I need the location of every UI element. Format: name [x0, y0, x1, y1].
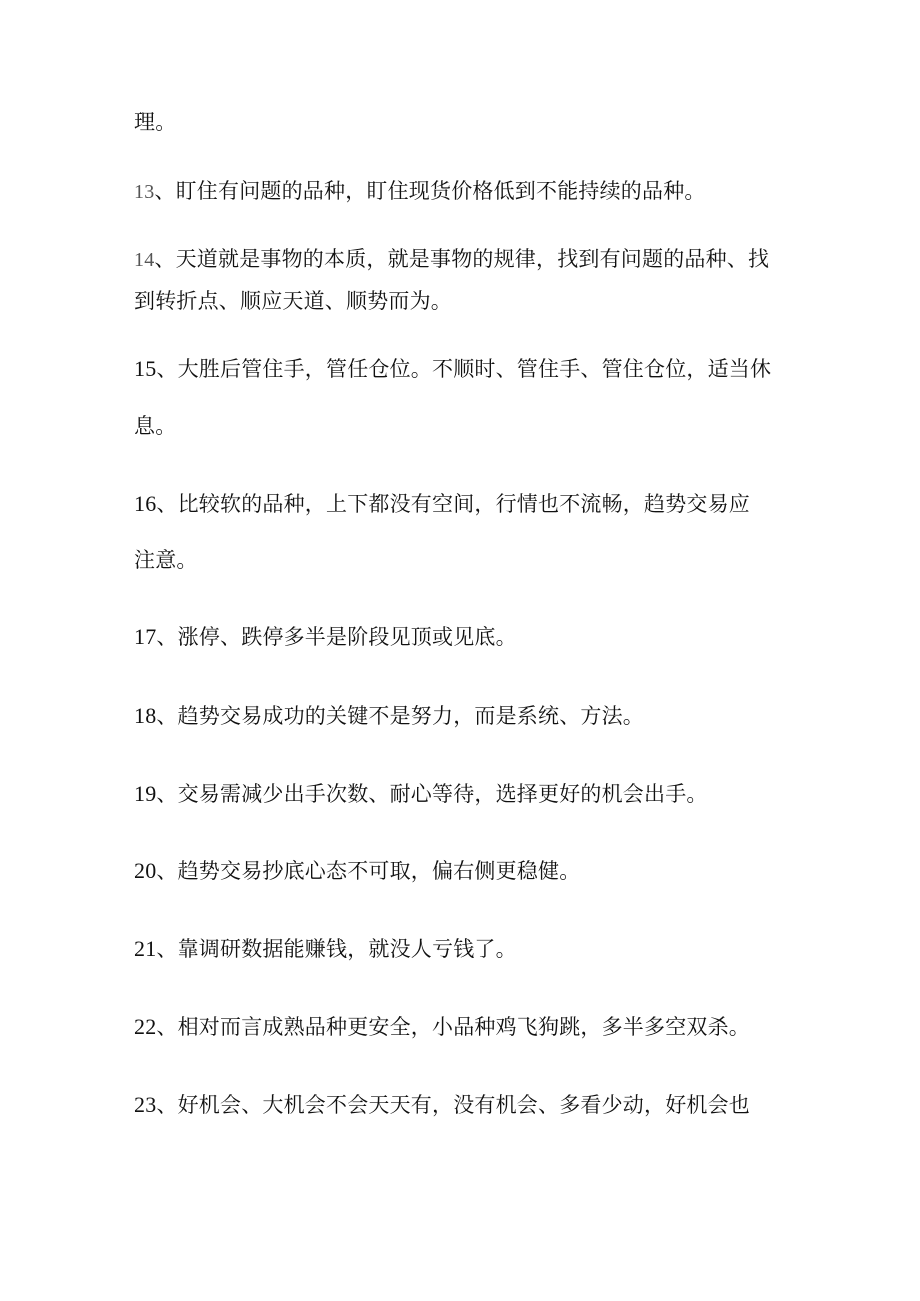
item-number: 13 [134, 181, 155, 203]
item-number: 18 [134, 703, 157, 728]
text-line [134, 935, 794, 963]
item-number: 14 [134, 249, 155, 271]
item-text: 、趋势交易成功的关键不是努力，而是系统、方法。 [156, 704, 645, 728]
item-number: 19 [134, 781, 157, 806]
text-line [134, 490, 794, 518]
item-number: 16 [134, 491, 157, 516]
text-line [134, 623, 794, 651]
item-text: 到转折点、顺应天道、顺势而为。 [134, 289, 452, 313]
text-line [134, 412, 794, 440]
item-text: 、大胜后管住手，管任仓位。不顺时、管住手、管住仓位，适当休 [156, 357, 772, 381]
item-number: 20 [134, 858, 157, 883]
item-text: 、交易需减少出手次数、耐心等待，选择更好的机会出手。 [156, 782, 708, 806]
item-text: 、相对而言成熟品种更安全，小品种鸡飞狗跳，多半多空双杀。 [156, 1015, 751, 1039]
text-line [134, 1091, 794, 1119]
text-line [134, 287, 794, 315]
item-text: 、盯住有问题的品种，盯住现货价格低到不能持续的品种。 [154, 179, 706, 203]
text-line [134, 702, 794, 730]
item-text: 理。 [134, 110, 177, 134]
item-number: 23 [134, 1092, 157, 1117]
item-text: 、好机会、大机会不会天天有，没有机会、多看少动，好机会也 [156, 1093, 751, 1117]
item-number: 17 [134, 624, 157, 649]
item-text: 、比较软的品种，上下都没有空间，行情也不流畅，趋势交易应 [156, 492, 751, 516]
item-text: 注意。 [134, 548, 198, 572]
item-text: 、靠调研数据能赚钱，就没人亏钱了。 [156, 937, 517, 961]
item-text: 、趋势交易抄底心态不可取，偏右侧更稳健。 [156, 859, 581, 883]
item-number: 21 [134, 936, 157, 961]
text-line [134, 355, 794, 383]
item-text: 息。 [134, 414, 177, 438]
item-number: 22 [134, 1014, 157, 1039]
item-text: 、天道就是事物的本质，就是事物的规律，找到有问题的品种、找 [154, 247, 770, 271]
text-line [134, 780, 794, 808]
text-line [134, 177, 794, 206]
text-line [134, 1013, 794, 1041]
text-line [134, 857, 794, 885]
item-number: 15 [134, 356, 157, 381]
item-text: 、涨停、跌停多半是阶段见顶或见底。 [156, 625, 517, 649]
text-line [134, 108, 794, 136]
text-line [134, 546, 794, 574]
text-line [134, 245, 794, 274]
